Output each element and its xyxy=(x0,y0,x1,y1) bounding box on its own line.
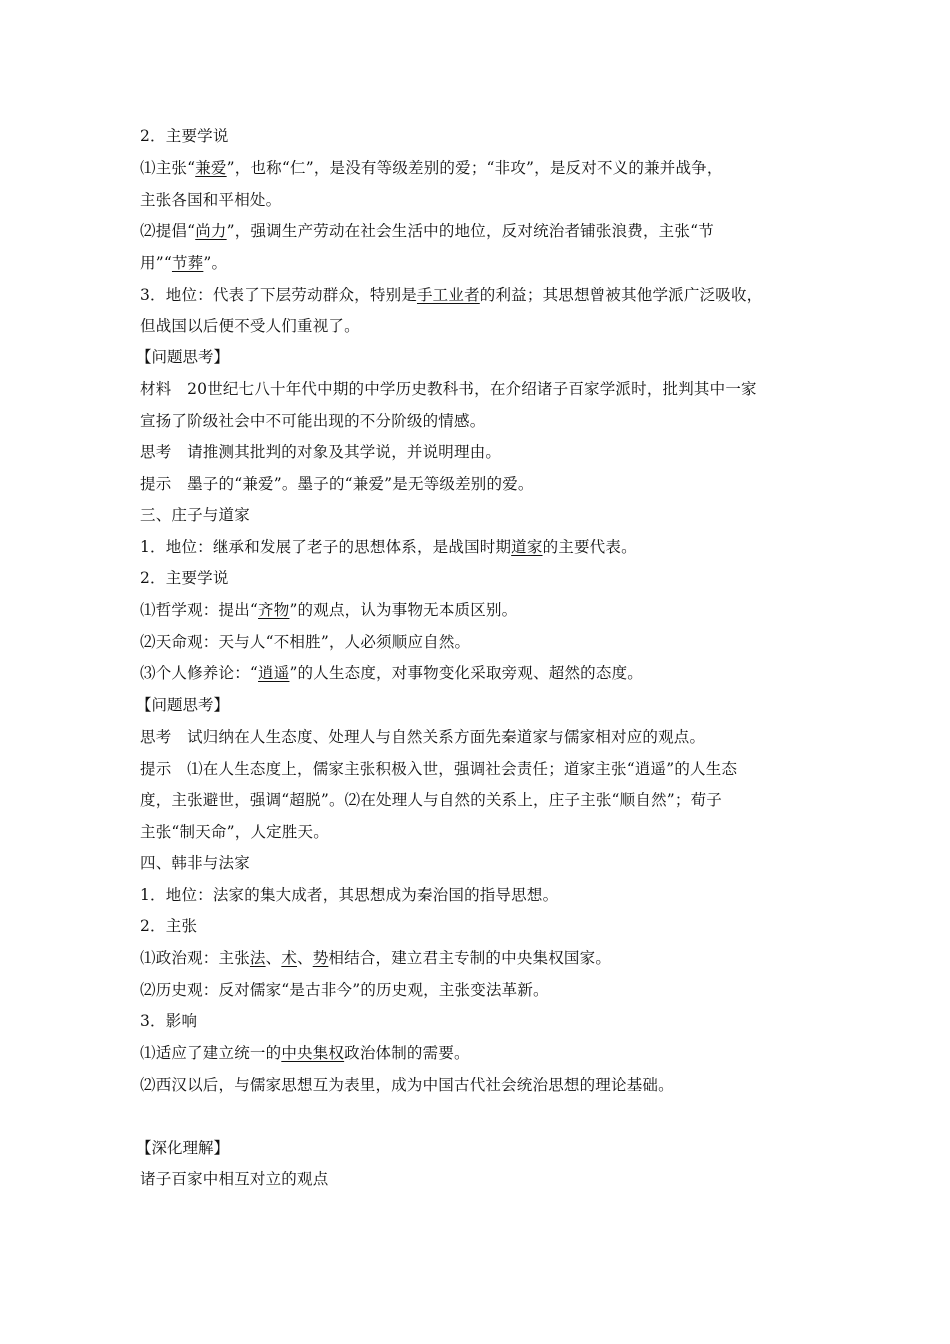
section-heading-influence: 3．影响 xyxy=(140,1012,198,1030)
heading-deepen-understanding: 【深化理解】 xyxy=(136,1139,230,1157)
paragraph-centralization: ⑴适应了建立统一的中央集权政治体制的需要。 xyxy=(140,1044,470,1062)
paragraph-xiaoyao: ⑶个人修养论：“逍遥”的人生态度，对事物变化采取旁观、超然的态度。 xyxy=(140,664,643,682)
term-shu: 术 xyxy=(281,949,298,967)
paragraph-material: 材料 20世纪七八十年代中期的中学历史教科书，在介绍诸子百家学派时，批判其中一家 xyxy=(140,380,757,398)
paragraph-think: 思考 请推测其批判的对象及其学说，并说明理由。 xyxy=(140,443,502,461)
term-central-power: 中央集权 xyxy=(281,1044,345,1062)
paragraph-jianai: ⑴主张“兼爱”，也称“仁”，是没有等级差别的爱；“非攻”，是反对不义的兼并战争， xyxy=(140,159,723,177)
paragraph-line: 度，主张避世，强调“超脱”。⑵在处理人与自然的关系上，庄子主张“顺自然”；荀子 xyxy=(140,791,722,809)
section-heading-main-doctrines: 2．主要学说 xyxy=(140,127,229,145)
paragraph-opposing-views: 诸子百家中相互对立的观点 xyxy=(140,1170,329,1188)
paragraph-qiwu: ⑴哲学观：提出“齐物”的观点，认为事物无本质区别。 xyxy=(140,601,518,619)
paragraph-line: 用”“节葬”。 xyxy=(140,254,228,272)
section-heading-zhuangzi: 三、庄子与道家 xyxy=(140,506,250,524)
term-fa: 法 xyxy=(249,949,266,967)
term-daojia: 道家 xyxy=(511,538,543,556)
paragraph-status-daoism: 1．地位：继承和发展了老子的思想体系，是战国时期道家的主要代表。 xyxy=(140,538,637,556)
paragraph-hint: 提示 墨子的“兼爱”。墨子的“兼爱”是无等级差别的爱。 xyxy=(140,475,534,493)
term-jianai: 兼爱 xyxy=(195,159,227,177)
paragraph-politics: ⑴政治观：主张法、术、势相结合，建立君主专制的中央集权国家。 xyxy=(140,949,612,967)
section-heading-hanfei: 四、韩非与法家 xyxy=(140,854,250,872)
paragraph-think: 思考 试归纳在人生态度、处理人与自然关系方面先秦道家与儒家相对应的观点。 xyxy=(140,728,706,746)
heading-question-thinking: 【问题思考】 xyxy=(136,348,230,366)
paragraph-history-view: ⑵历史观：反对儒家“是古非今”的历史观，主张变法革新。 xyxy=(140,981,549,999)
paragraph-line: 宣扬了阶级社会中不可能出现的不分阶级的情感。 xyxy=(140,412,486,430)
section-heading-main-doctrines: 2．主要学说 xyxy=(140,569,229,587)
paragraph-hint: 提示 ⑴在人生态度上，儒家主张积极入世，强调社会责任；道家主张“逍遥”的人生态 xyxy=(140,760,738,778)
heading-question-thinking: 【问题思考】 xyxy=(136,696,230,714)
term-qiwu: 齐物 xyxy=(258,601,290,619)
term-artisans: 手工业者 xyxy=(416,286,480,304)
term-shi: 势 xyxy=(312,949,329,967)
paragraph-line: 但战国以后便不受人们重视了。 xyxy=(140,317,360,335)
term-shangli: 尚力 xyxy=(195,222,227,240)
paragraph-status-mohism: 3．地位：代表了下层劳动群众，特别是手工业者的利益；其思想曾被其他学派广泛吸收， xyxy=(140,286,763,304)
term-jiezang: 节葬 xyxy=(171,254,204,272)
paragraph-line: 主张各国和平相处。 xyxy=(140,191,282,209)
paragraph-shangli: ⑵提倡“尚力”，强调生产劳动在社会生活中的地位，反对统治者铺张浪费，主张“节 xyxy=(140,222,714,240)
paragraph-line: 主张“制天命”，人定胜天。 xyxy=(140,823,329,841)
section-heading-propositions: 2．主张 xyxy=(140,917,198,935)
term-xiaoyao: 逍遥 xyxy=(258,664,290,682)
paragraph-status-legalism: 1．地位：法家的集大成者，其思想成为秦治国的指导思想。 xyxy=(140,886,559,904)
paragraph-western-han: ⑵西汉以后，与儒家思想互为表里，成为中国古代社会统治思想的理论基础。 xyxy=(140,1076,674,1094)
paragraph-tianming: ⑵天命观：天与人“不相胜”，人必须顺应自然。 xyxy=(140,633,471,651)
